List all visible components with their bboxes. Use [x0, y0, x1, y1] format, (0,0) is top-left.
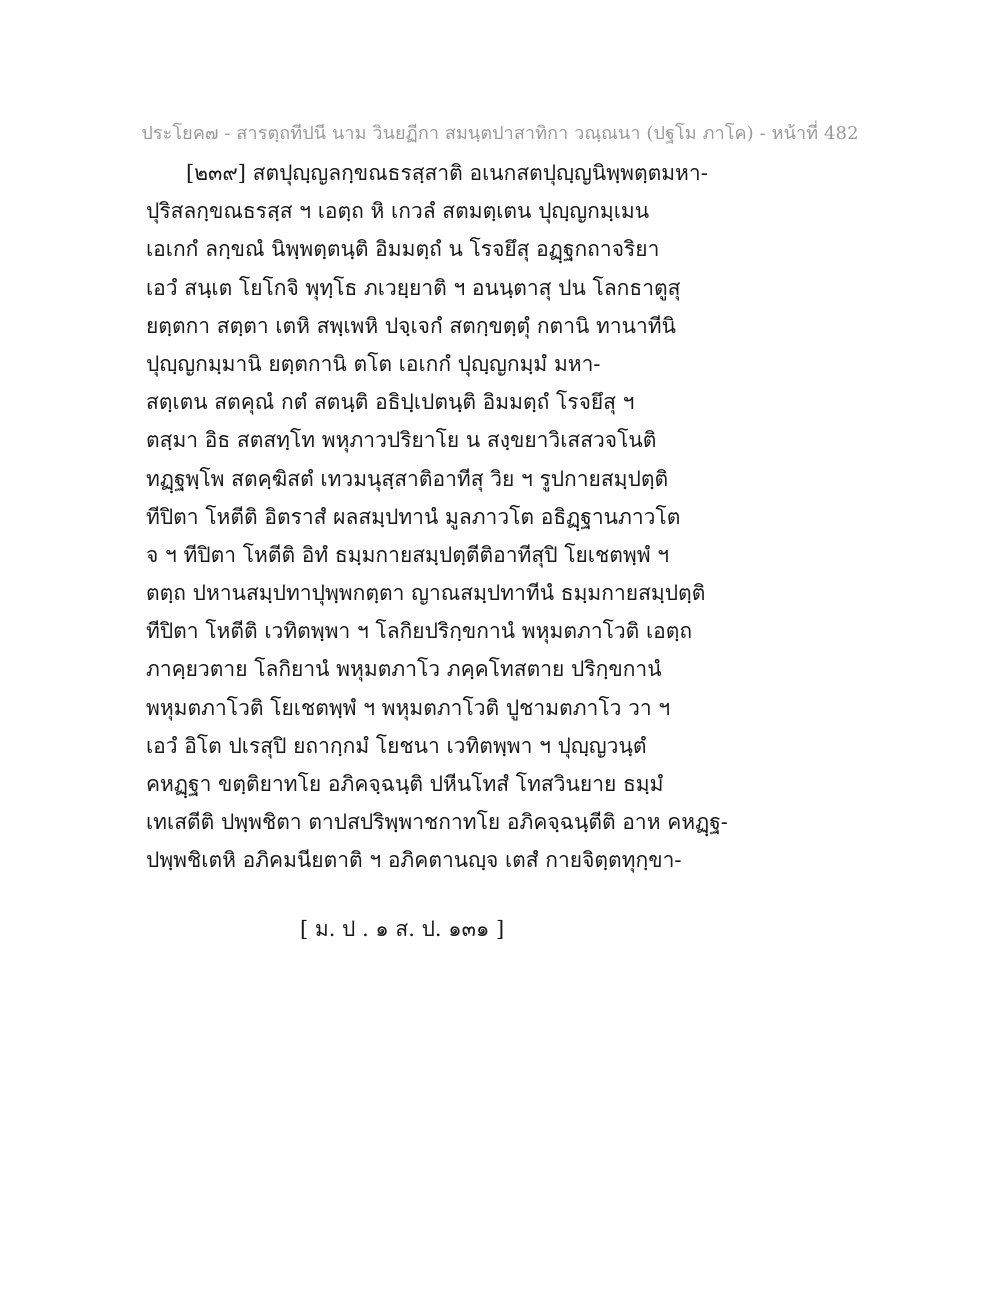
text-line: ภาคฺยวตาย โลกิยานํ พหุมตภาโว ภคฺคโทสตาย ปริกฺขกานํ [146, 657, 662, 682]
text-line: คหฏฺฐา ขตฺติยาทโย อภิคจฺฉนฺติ ปหีนโทสํ โทสวินยาย ธมฺมํ [146, 772, 664, 796]
text-line: พหุมตภาโวติ โยเชตพฺพํ ฯ พหุมตภาโวติ ปูชามตภาโว วา ฯ [146, 695, 671, 720]
text-line: ตสฺมา อิธ สตสทฺโท พหุภาวปริยาโย น สงฺขยาวิเสสวจโนติ [146, 428, 657, 453]
text-line: ทีปิตา โหตีติ อิตราสํ ผลสมฺปทานํ มูลภาวโต อธิฏฺฐานภาวโต [146, 504, 681, 529]
footnote-reference: [ ม. ป . ๑ ส. ป. ๑๓๑ ] [300, 917, 505, 941]
text-line: ปุริสลกฺขณธรสฺส ฯ เอตฺถ หิ เกวลํ สตมตฺเตน ปุญฺญกมฺเมน [146, 199, 650, 224]
text-line: ยตฺตกา สตฺตา เตหิ สพฺเพหิ ปจฺเจกํ สตกฺขตฺตุํ กตานิ ทานาทีนิ [146, 313, 676, 338]
text-line: [๒๓๙] สตปุญฺญลกฺขณธรสฺสาติ อเนกสตปุญฺญนิพฺพตฺตมหา- [186, 161, 708, 185]
text-line: จ ฯ ทีปิตา โหตีติ อิทํ ธมฺมกายสมฺปตฺตีติอาทีสุปิ โยเชตพฺพํ ฯ [146, 542, 670, 567]
body-text [146, 154, 866, 880]
text-line: ปพฺพชิเตหิ อภิคมนียตาติ ฯ อภิคตานญฺจ เตสํ กายจิตฺตทุกฺขา- [146, 848, 682, 873]
text-line: เอวํ สนฺเต โยโกจิ พุทฺโธ ภเวยฺยาติ ฯ อนนฺตาสุ ปน โลกธาตูสุ [146, 275, 681, 300]
text-line: เอวํ อิโต ปเรสุปิ ยถากฺกมํ โยชนา เวทิตพฺพา ฯ ปุญฺญวนฺตํ [146, 733, 647, 758]
text-line: ปุญฺญกมฺมานิ ยตฺตกานิ ตโต เอเกกํ ปุญฺญกมฺมํ มหา- [146, 351, 601, 376]
text-line: เทเสตีติ ปพฺพชิตา ตาปสปริพฺพาชกาทโย อภิคจฺฉนฺตีติ อาห คหฏฺฐ- [146, 810, 728, 835]
text-line: ทฏฺฐพฺโพ สตคฺฆิสตํ เทวมนุสฺสาติอาทีสุ วิย ฯ รูปกายสมฺปตฺติ [146, 466, 669, 491]
text-line: เอเกกํ ลกฺขณํ นิพฺพตฺตนฺติ อิมมตฺถํ น โรจยึสุ อฏฺฐกถาจริยา [146, 237, 660, 262]
text-line: ทีปิตา โหตีติ เวทิตพฺพา ฯ โลกิยปริกฺขกานํ พหุมตภาโวติ เอตฺถ [146, 619, 693, 644]
text-line: สตฺเตน สตคุณํ กตํ สตนฺติ อธิปฺเปตนฺติ อิมมตฺถํ โรจยึสุ ฯ [146, 390, 635, 415]
text-line: ตตฺถ ปหานสมฺปทาปุพฺพกตฺตา ญาณสมฺปทาทีนํ ธมฺมกายสมฺปตฺติ [146, 581, 706, 606]
running-header: ประโยค๗ - สารตฺถทีปนี นาม วินยฏีกา สมนฺตปาสาทิกา วณฺณนา (ปฐโม ภาโค) - หน้าที่ 482 [141, 123, 859, 144]
